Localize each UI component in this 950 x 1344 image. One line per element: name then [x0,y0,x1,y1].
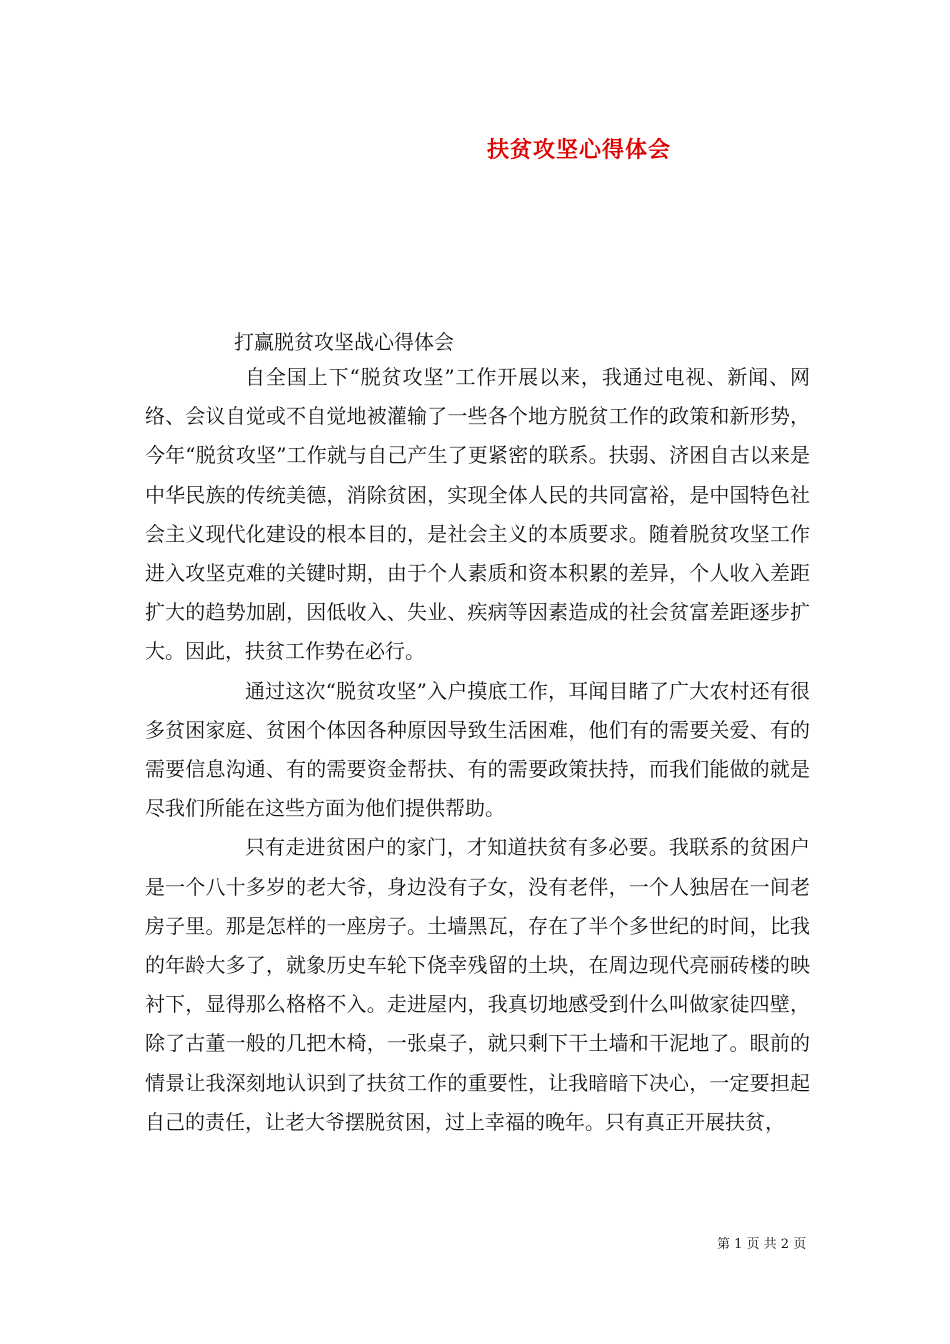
paragraph: 只有走进贫困户的家门，才知道扶贫有多必要。我联系的贫困户是一个八十多岁的老大爷，身边没有子女，没有老伴，一个人独居在一间老房子里。那是怎样的一座房子。土墙黑瓦，存在了半个多世纪的时间，比我的年龄大多了，就象历史车轮下侥幸残留的土块，在周边现代亮丽砖楼的映衬下，显得那么格格不入。走进屋内，我真切地感受到什么叫做家徒四壁，除了古董一般的几把木椅，一张桌子，就只剩下干土墙和干泥地了。眼前的情景让我深刻地认识到了扶贫工作的重要性，让我暗暗下决心，一定要担起自己的责任，让老大爷摆脱贫困，过上幸福的晚年。只有真正开展扶贫， [145,835,810,1134]
article-body [145,358,810,1142]
paragraph: 自全国上下“脱贫攻坚”工作开展以来，我通过电视、新闻、网络、会议自觉或不自觉地被灌输了一些各个地方脱贫工作的政策和新形势，今年“脱贫攻坚”工作就与自己产生了更紧密的联系。扶弱、济困自古以来是中华民族的传统美德，消除贫困，实现全体人民的共同富裕，是中国特色社会主义现代化建设的根本目的，是社会主义的本质要求。随着脱贫攻坚工作进入攻坚克难的关键时期，由于个人素质和资本积累的差异，个人收入差距扩大的趋势加剧，因低收入、失业、疾病等因素造成的社会贫富差距逐步扩大。因此，扶贫工作势在必行。 [145,365,810,664]
article-subtitle: 打赢脱贫攻坚战心得体会 [234,330,454,354]
page-number: 第 1 页 共 2 页 [717,1237,807,1252]
paragraph: 通过这次“脱贫攻坚”入户摸底工作，耳闻目睹了广大农村还有很多贫困家庭、贫困个体因各种原因导致生活困难，他们有的需要关爱、有的需要信息沟通、有的需要资金帮扶、有的需要政策扶持，而我们能做的就是尽我们所能在这些方面为他们提供帮助。 [145,678,810,821]
document-title: 扶贫攻坚心得体会 [487,137,672,163]
